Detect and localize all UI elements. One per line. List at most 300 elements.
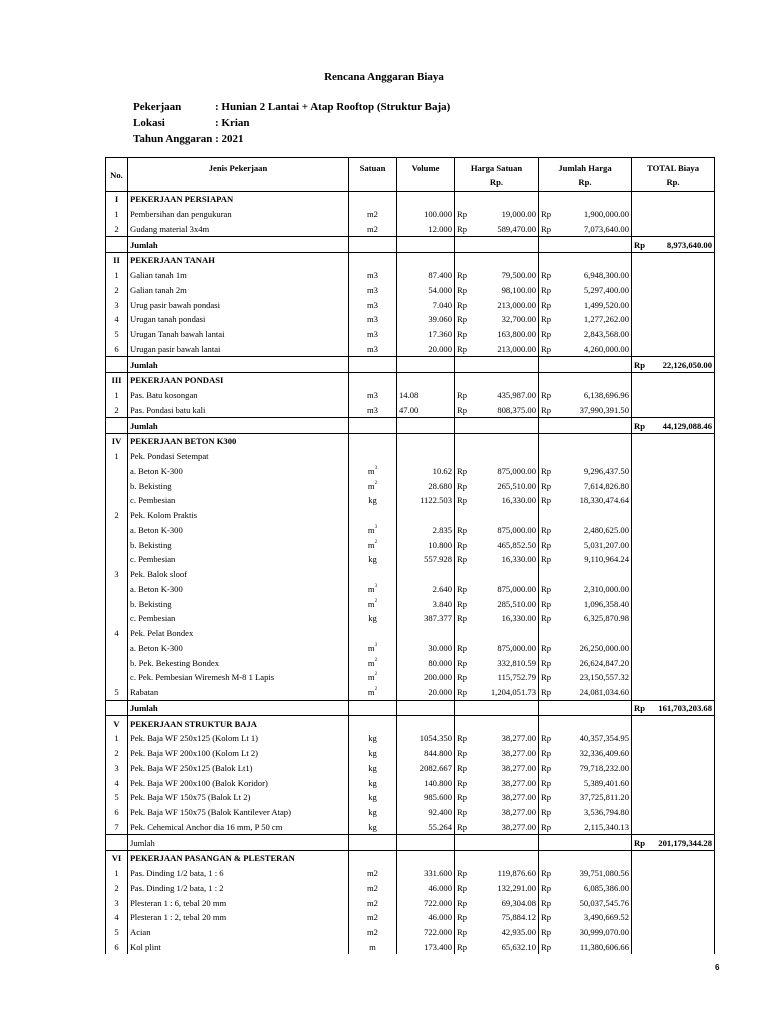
cell-currency: Rp — [455, 866, 475, 881]
cell-amount — [559, 192, 632, 207]
cell-unit-price: 435,987.00 — [497, 390, 536, 401]
cell-currency: Rp — [455, 761, 475, 776]
cell-total: 22,126,050.00 — [652, 357, 715, 373]
cell-unit — [349, 685, 397, 700]
cell-currency — [455, 192, 475, 207]
cell-unit-price — [475, 192, 539, 207]
cell-unit-price: 42,935.00 — [501, 927, 536, 938]
cell-description: a. Beton K-300 — [128, 641, 349, 656]
cell-currency — [632, 342, 652, 357]
cell-no: VI — [106, 851, 128, 866]
cell-amount: 1,499,520.00 — [583, 299, 629, 310]
cell-description: c. Pembesian — [128, 493, 349, 508]
cell-unit: m2 — [349, 207, 397, 222]
cell-unit — [349, 700, 397, 716]
cell-currency — [539, 253, 559, 268]
cell-unit-price — [475, 700, 539, 716]
cell-volume: 47.00 — [397, 403, 455, 418]
cell-unit-price — [475, 626, 539, 641]
cell-total — [652, 388, 715, 403]
cell-currency: Rp — [455, 552, 475, 567]
cell-no: 4 — [106, 312, 128, 327]
cell-unit-price: 69,304.08 — [501, 897, 536, 908]
cell-currency — [632, 582, 652, 597]
cell-total: 8,973,640.00 — [652, 237, 715, 253]
table-row — [106, 297, 715, 312]
cell-no — [106, 537, 128, 552]
cell-unit-price — [475, 418, 539, 434]
cell-unit-price — [475, 237, 539, 253]
cell-volume — [397, 508, 455, 523]
unit-base: m — [367, 657, 375, 668]
cell-currency — [632, 297, 652, 312]
cell-amount: 32,336,409.60 — [579, 748, 629, 759]
info-row-lokasi — [133, 115, 450, 131]
cell-total — [652, 775, 715, 790]
cell-volume — [397, 253, 455, 268]
cell-currency — [539, 357, 559, 373]
cell-no — [106, 357, 128, 373]
cell-unit — [349, 567, 397, 582]
cell-currency — [539, 835, 559, 851]
table-row — [106, 820, 715, 835]
cell-volume: 200.000 — [397, 670, 455, 685]
cell-currency — [632, 312, 652, 327]
table-row — [106, 342, 715, 357]
cell-no: 1 — [106, 388, 128, 403]
table-row — [106, 222, 715, 237]
table-row — [106, 790, 715, 805]
cell-description: Plesteran 1 : 2, tebal 20 mm — [128, 910, 349, 925]
cell-total — [652, 567, 715, 582]
cell-unit — [349, 478, 397, 493]
cell-amount: 6,138,696.96 — [583, 390, 629, 401]
cell-currency: Rp — [539, 582, 559, 597]
cell-currency — [632, 626, 652, 641]
cell-unit-price: 98,100.00 — [501, 284, 536, 295]
cell-volume: 10.800 — [397, 537, 455, 552]
cell-amount: 40,357,354.95 — [579, 733, 629, 744]
cell-amount: 5,297,400.00 — [583, 284, 629, 295]
cell-total — [652, 685, 715, 700]
cell-total — [652, 820, 715, 835]
cell-total — [652, 716, 715, 731]
cell-currency — [455, 253, 475, 268]
cell-currency — [632, 851, 652, 866]
cell-no: 5 — [106, 925, 128, 940]
cell-currency — [632, 685, 652, 700]
table-row — [106, 403, 715, 418]
cell-description: Urugan pasir bawah lantai — [128, 342, 349, 357]
cell-currency: Rp — [455, 327, 475, 342]
cell-amount: 6,948,300.00 — [583, 270, 629, 281]
cell-description: Jumlah — [128, 700, 349, 716]
cell-no: 1 — [106, 731, 128, 746]
cell-currency — [455, 626, 475, 641]
cell-currency — [632, 746, 652, 761]
cell-volume: 20.000 — [397, 342, 455, 357]
cell-description: Pas. Dinding 1/2 bata, 1 : 6 — [128, 866, 349, 881]
table-row — [106, 925, 715, 940]
cell-total — [652, 449, 715, 464]
cell-unit — [349, 418, 397, 434]
cell-currency: Rp — [539, 670, 559, 685]
cell-unit: kg — [349, 805, 397, 820]
cell-unit — [349, 626, 397, 641]
cell-total — [652, 478, 715, 493]
cell-unit — [349, 582, 397, 597]
cell-currency: Rp — [539, 866, 559, 881]
cell-no: 1 — [106, 207, 128, 222]
cell-volume: 2.835 — [397, 523, 455, 538]
cell-currency: Rp — [539, 731, 559, 746]
table-row — [106, 552, 715, 567]
cell-total — [652, 670, 715, 685]
cell-currency — [632, 207, 652, 222]
subtotal-row — [106, 835, 715, 851]
subtotal-row — [106, 357, 715, 373]
info-value: : Hunian 2 Lantai + Atap Rooftop (Struktur Baja) — [215, 101, 451, 113]
cell-amount — [559, 567, 632, 582]
unit-base: m — [367, 480, 375, 491]
cell-total — [652, 403, 715, 418]
cell-total — [652, 283, 715, 298]
cell-no — [106, 464, 128, 479]
cell-currency: Rp — [455, 537, 475, 552]
cell-amount — [559, 373, 632, 388]
cell-unit-price: 65,632.10 — [501, 941, 536, 952]
header-harga-satuan-label: Harga Satuan — [470, 163, 523, 173]
cell-amount — [559, 508, 632, 523]
cell-currency — [539, 508, 559, 523]
cell-currency — [632, 537, 652, 552]
cell-currency: Rp — [455, 820, 475, 835]
cell-currency: Rp — [455, 582, 475, 597]
cell-volume: 557.928 — [397, 552, 455, 567]
cell-description: Galian tanah 1m — [128, 268, 349, 283]
header-jenis-pekerjaan: Jenis Pekerjaan — [128, 158, 349, 192]
subtotal-row — [106, 418, 715, 434]
cell-currency: Rp — [455, 790, 475, 805]
cell-unit-price: 119,876.60 — [497, 868, 536, 879]
cell-amount: 50,037,545.76 — [579, 897, 629, 908]
cell-no: 1 — [106, 449, 128, 464]
cell-currency: Rp — [632, 700, 652, 716]
cell-amount: 26,250,000.00 — [579, 642, 629, 653]
cell-description: Pek. Kolom Praktis — [128, 508, 349, 523]
cell-currency — [632, 790, 652, 805]
cell-unit-price: 16,330.00 — [501, 554, 536, 565]
cell-amount: 5,389,401.60 — [583, 777, 629, 788]
cell-total — [652, 373, 715, 388]
cell-currency — [632, 670, 652, 685]
cell-currency — [455, 835, 475, 851]
cell-unit: kg — [349, 761, 397, 776]
cell-currency: Rp — [539, 641, 559, 656]
cell-amount: 7,614,826.80 — [583, 480, 629, 491]
table-row — [106, 464, 715, 479]
cell-unit-price: 875,000.00 — [497, 642, 536, 653]
header-volume: Volume — [397, 158, 455, 192]
cell-volume: 28.680 — [397, 478, 455, 493]
cell-total — [652, 881, 715, 896]
cell-currency — [539, 237, 559, 253]
cell-currency — [632, 716, 652, 731]
table-row — [106, 805, 715, 820]
cell-no: I — [106, 192, 128, 207]
header-jumlah-harga — [539, 158, 632, 192]
table-row — [106, 388, 715, 403]
cell-unit-price: 589,470.00 — [497, 223, 536, 234]
cell-currency: Rp — [539, 655, 559, 670]
cell-amount — [559, 851, 632, 866]
cell-currency — [632, 940, 652, 955]
cell-description: Pembersihan dan pengukuran — [128, 207, 349, 222]
cell-currency — [632, 464, 652, 479]
cell-currency — [632, 478, 652, 493]
cell-currency: Rp — [539, 746, 559, 761]
cell-volume: 140.800 — [397, 775, 455, 790]
cell-currency: Rp — [455, 312, 475, 327]
cell-volume: 2.640 — [397, 582, 455, 597]
cell-currency: Rp — [632, 357, 652, 373]
header-total-biaya-label: TOTAL Biaya — [647, 163, 699, 173]
cell-no: IV — [106, 434, 128, 449]
cell-unit — [349, 523, 397, 538]
cell-currency — [632, 403, 652, 418]
cell-description: Pek. Baja WF 250x125 (Balok Lt1) — [128, 761, 349, 776]
cell-volume: 844.800 — [397, 746, 455, 761]
cell-currency: Rp — [632, 418, 652, 434]
table-row — [106, 746, 715, 761]
cell-unit-price: 213,000.00 — [497, 299, 536, 310]
cell-amount: 9,296,437.50 — [583, 465, 629, 476]
unit-base: m — [367, 583, 375, 594]
cell-description: Urugan Tanah bawah lantai — [128, 327, 349, 342]
cell-description: Kol plint — [128, 940, 349, 955]
table-row — [106, 508, 715, 523]
cell-description: PEKERJAAN PASANGAN & PLESTERAN — [128, 851, 349, 866]
cell-no: 6 — [106, 940, 128, 955]
cell-unit: kg — [349, 731, 397, 746]
info-label: Pekerjaan — [133, 101, 182, 113]
cell-currency: Rp — [455, 478, 475, 493]
cell-unit-price: 465,852.50 — [497, 539, 536, 550]
table-row — [106, 670, 715, 685]
cell-unit: m2 — [349, 881, 397, 896]
cell-currency — [539, 418, 559, 434]
cell-unit — [349, 253, 397, 268]
cell-currency: Rp — [539, 464, 559, 479]
cell-currency: Rp — [455, 464, 475, 479]
cell-total — [652, 746, 715, 761]
table-row — [106, 940, 715, 955]
cell-unit-price: 16,330.00 — [501, 613, 536, 624]
info-row-tahun — [133, 131, 450, 147]
cell-currency — [455, 567, 475, 582]
cell-currency: Rp — [539, 403, 559, 418]
cell-total — [652, 537, 715, 552]
cell-currency — [539, 851, 559, 866]
table-row — [106, 611, 715, 626]
cell-unit — [349, 835, 397, 851]
cell-currency — [632, 192, 652, 207]
cell-currency: Rp — [455, 207, 475, 222]
cell-description: Pek. Pelat Bondex — [128, 626, 349, 641]
cell-currency: Rp — [539, 925, 559, 940]
cell-no — [106, 552, 128, 567]
cell-total — [652, 312, 715, 327]
table-row — [106, 761, 715, 776]
cell-volume: 3.840 — [397, 596, 455, 611]
cell-volume: 46.000 — [397, 910, 455, 925]
cell-description: Rabatan — [128, 685, 349, 700]
cell-no — [106, 418, 128, 434]
cell-total — [652, 297, 715, 312]
cell-amount — [559, 626, 632, 641]
cell-currency — [455, 434, 475, 449]
cell-volume — [397, 716, 455, 731]
cell-no: 4 — [106, 626, 128, 641]
cell-currency — [632, 761, 652, 776]
cell-volume: 2082.667 — [397, 761, 455, 776]
table-row — [106, 493, 715, 508]
cell-volume — [397, 357, 455, 373]
cell-currency — [632, 881, 652, 896]
cell-currency: Rp — [455, 283, 475, 298]
cell-no: 6 — [106, 342, 128, 357]
cell-total — [652, 731, 715, 746]
budget-table — [105, 157, 715, 954]
cell-unit-price: 163,800.00 — [497, 329, 536, 340]
cell-no — [106, 835, 128, 851]
cell-currency: Rp — [539, 327, 559, 342]
table-body — [106, 192, 715, 955]
cell-amount — [559, 418, 632, 434]
unit-exponent: 2 — [374, 480, 378, 486]
cell-amount — [559, 357, 632, 373]
cell-unit-price — [475, 508, 539, 523]
cell-total — [652, 207, 715, 222]
cell-unit: m3 — [349, 283, 397, 298]
cell-currency — [539, 192, 559, 207]
cell-unit: m2 — [349, 910, 397, 925]
cell-unit — [349, 237, 397, 253]
section-header-row — [106, 253, 715, 268]
cell-total — [652, 925, 715, 940]
document-title: Rencana Anggaran Biaya — [324, 71, 444, 83]
table-row — [106, 685, 715, 700]
cell-currency: Rp — [539, 881, 559, 896]
cell-unit-price: 875,000.00 — [497, 465, 536, 476]
cell-currency: Rp — [455, 222, 475, 237]
cell-currency — [539, 449, 559, 464]
cell-currency — [632, 268, 652, 283]
cell-volume: 173.400 — [397, 940, 455, 955]
cell-no: 2 — [106, 881, 128, 896]
table-row — [106, 910, 715, 925]
cell-description: b. Bekisting — [128, 478, 349, 493]
cell-unit: m3 — [349, 327, 397, 342]
cell-currency: Rp — [539, 910, 559, 925]
cell-currency — [455, 449, 475, 464]
cell-description: c. Pembesian — [128, 552, 349, 567]
cell-description: Acian — [128, 925, 349, 940]
cell-currency: Rp — [455, 596, 475, 611]
cell-volume — [397, 626, 455, 641]
cell-currency: Rp — [455, 342, 475, 357]
cell-unit-price: 75,884.12 — [501, 912, 536, 923]
cell-currency — [539, 716, 559, 731]
cell-description: a. Beton K-300 — [128, 464, 349, 479]
cell-total — [652, 253, 715, 268]
cell-description: Pek. Pondasi Setempat — [128, 449, 349, 464]
cell-currency — [455, 418, 475, 434]
cell-description: PEKERJAAN STRUKTUR BAJA — [128, 716, 349, 731]
cell-currency: Rp — [539, 312, 559, 327]
cell-unit: m3 — [349, 312, 397, 327]
cell-currency — [539, 700, 559, 716]
cell-no: 3 — [106, 297, 128, 312]
cell-currency: Rp — [455, 388, 475, 403]
header-harga-satuan — [455, 158, 539, 192]
cell-volume: 55.264 — [397, 820, 455, 835]
cell-unit-price: 875,000.00 — [497, 524, 536, 535]
cell-total — [652, 655, 715, 670]
cell-unit-price: 213,000.00 — [497, 343, 536, 354]
cell-amount: 2,843,568.00 — [583, 329, 629, 340]
cell-currency: Rp — [455, 523, 475, 538]
cell-currency — [455, 851, 475, 866]
cell-currency: Rp — [455, 655, 475, 670]
cell-currency: Rp — [455, 925, 475, 940]
cell-currency: Rp — [455, 910, 475, 925]
cell-currency: Rp — [539, 611, 559, 626]
cell-amount: 18,330,474.64 — [579, 495, 629, 506]
cell-no: 2 — [106, 746, 128, 761]
cell-unit-price: 808,375.00 — [497, 404, 536, 415]
cell-currency — [632, 731, 652, 746]
table-row — [106, 567, 715, 582]
header-jumlah-harga-label: Jumlah Harga — [558, 163, 612, 173]
unit-base: m — [367, 524, 375, 535]
cell-unit — [349, 851, 397, 866]
cell-currency: Rp — [539, 537, 559, 552]
cell-amount: 1,096,358.40 — [583, 598, 629, 609]
unit-base: m — [367, 539, 375, 550]
cell-total — [652, 493, 715, 508]
cell-currency: Rp — [455, 775, 475, 790]
cell-description: Pas. Dinding 1/2 bata, 1 : 2 — [128, 881, 349, 896]
cell-description: Jumlah — [128, 357, 349, 373]
cell-currency: Rp — [455, 685, 475, 700]
cell-currency: Rp — [539, 790, 559, 805]
cell-unit — [349, 464, 397, 479]
cell-amount: 39,751,080.56 — [579, 868, 629, 879]
table-row — [106, 523, 715, 538]
table-row — [106, 478, 715, 493]
cell-amount: 2,115,340.13 — [584, 821, 629, 832]
cell-currency: Rp — [455, 805, 475, 820]
cell-description: Urugan tanah pondasi — [128, 312, 349, 327]
cell-no: 2 — [106, 222, 128, 237]
cell-unit: m2 — [349, 895, 397, 910]
header-no: No. — [106, 158, 128, 192]
cell-volume: 1054.350 — [397, 731, 455, 746]
cell-no — [106, 700, 128, 716]
cell-currency: Rp — [455, 746, 475, 761]
cell-no: III — [106, 373, 128, 388]
